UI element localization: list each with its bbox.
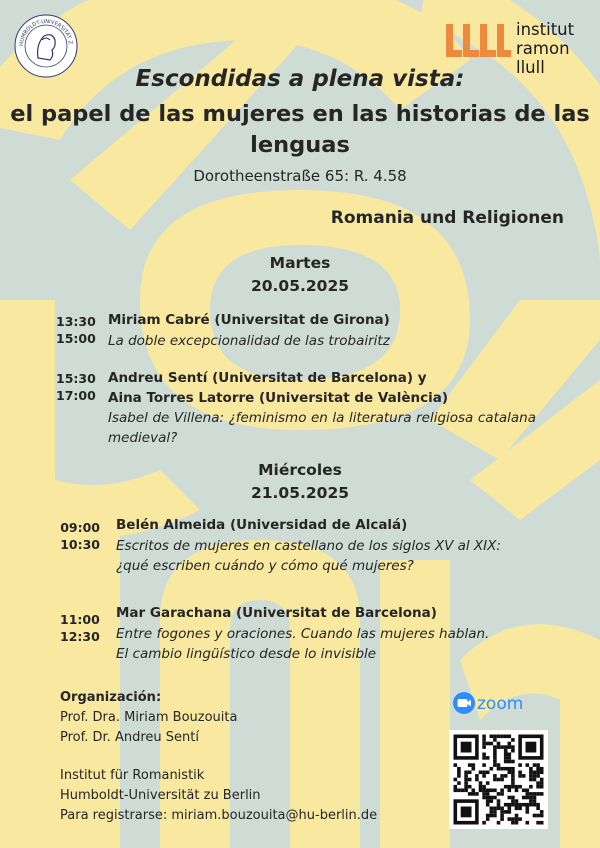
organization-block — [60, 688, 237, 748]
institut-ramon-llull-logo-mark — [444, 20, 512, 60]
session-4-talk-line-1: Entre fogones y oraciones. Cuando las mujeres hablan. — [116, 626, 490, 642]
logo-line-2: ramon llull — [516, 39, 570, 77]
session-3-end: 10:30 — [60, 537, 100, 552]
session-2-talk: Isabel de Villena: ¿feminismo en la literatura religiosa catalana medieval? — [108, 410, 536, 446]
session-1-speaker: Miriam Cabré (Universitat de Girona) — [108, 312, 390, 328]
seal-text: HUMBOLDT-UNIVERSITÄT Z — [18, 18, 73, 47]
organization-heading: Organización: — [60, 690, 162, 705]
title-line-2: el papel de las mujeres en las historias de las — [10, 101, 590, 127]
session-2-end: 17:00 — [56, 388, 96, 403]
day-2-weekday: Miércoles — [258, 461, 342, 479]
qr-code[interactable] — [449, 730, 548, 829]
session-4-start: 11:00 — [60, 612, 100, 627]
zoom-label: zoom — [477, 694, 524, 714]
institute-block — [60, 766, 377, 826]
title-line-1: Escondidas a plena vista: — [135, 66, 465, 92]
session-2-speaker-line-2: Aina Torres Latorre (Universitat de València) — [108, 390, 449, 406]
series-title: Romania und Religionen — [330, 208, 564, 228]
session-2-speaker-line-1: Andreu Sentí (Universitat de Barcelona) y — [108, 370, 427, 386]
session-3-talk-line-1: Escritos de mujeres en castellano de los siglos XV al XIX: — [116, 538, 501, 554]
session-1-talk: La doble excepcionalidad de las trobairitz — [108, 333, 390, 349]
location: Dorotheenstraße 65: R. 4.58 — [193, 167, 407, 185]
logo-line-1: institut — [516, 20, 575, 39]
session-2-start: 15:30 — [56, 371, 96, 386]
session-4-talk-line-2: El cambio lingüístico desde lo invisible — [116, 646, 377, 662]
zoom-logo — [452, 691, 534, 715]
institute-name: Institut für Romanistik — [60, 768, 205, 783]
session-1-start: 13:30 — [56, 314, 96, 329]
session-3-start: 09:00 — [60, 520, 100, 535]
university-name: Humboldt-Universität zu Berlin — [60, 788, 261, 803]
session-4-speaker: Mar Garachana (Universitat de Barcelona) — [116, 605, 437, 621]
session-1-end: 15:00 — [56, 331, 96, 346]
day-1-date: 20.05.2025 — [250, 277, 350, 295]
title-line-3: lenguas — [250, 132, 350, 158]
registration-info: Para registrarse: miriam.bouzouita@hu-berlin.de — [60, 808, 378, 823]
session-3-talk-line-2: ¿qué escriben cuándo y cómo qué mujeres? — [116, 558, 414, 574]
session-4-end: 12:30 — [60, 629, 100, 644]
organizer-1: Prof. Dra. Miriam Bouzouita — [60, 710, 238, 725]
day-1-weekday: Martes — [269, 254, 331, 272]
day-2-date: 21.05.2025 — [250, 484, 350, 502]
session-3-speaker: Belén Almeida (Universidad de Alcalá) — [116, 517, 408, 533]
organizer-2: Prof. Dr. Andreu Sentí — [60, 730, 199, 745]
